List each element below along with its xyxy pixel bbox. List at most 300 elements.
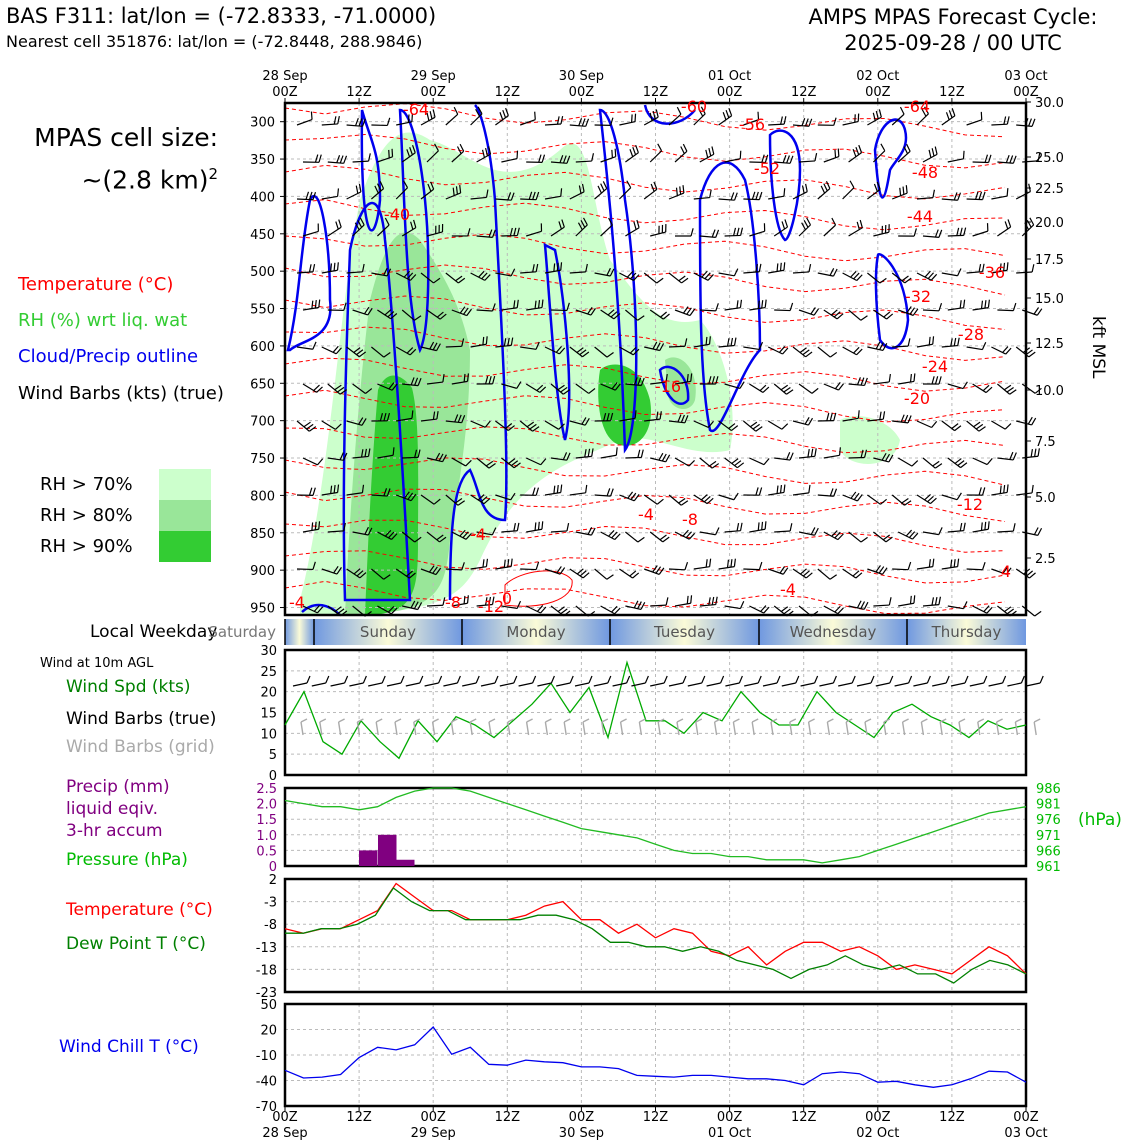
temp-contour-label: -40 (383, 205, 411, 224)
wind-barb (973, 231, 988, 236)
wind-barb-feather (954, 192, 957, 200)
wind-barb-feather (517, 523, 519, 531)
wind-barb-feather (952, 108, 955, 116)
cs-ytick-label: 800 (250, 489, 275, 505)
wind-barb-feather (830, 575, 837, 580)
wind-barb-feather (468, 373, 469, 381)
wind-barb-feather (709, 461, 716, 466)
wind-barb-feather (786, 390, 793, 395)
wind-barb-feather (588, 527, 592, 534)
wind-barb-feather (833, 269, 837, 276)
grid-wind-barb-feather (1015, 719, 1021, 722)
sfc-wind-barb-feather (495, 676, 498, 683)
wind-barb-feather (861, 537, 868, 542)
wind-barb-feather (737, 523, 738, 531)
wind-barb-feather (338, 116, 340, 124)
top-time-label: 00Z (1013, 85, 1039, 100)
wind-barb-feather (981, 522, 982, 530)
temp-contour-label: -56 (738, 115, 766, 134)
wind-barb-feather (716, 597, 717, 605)
sfc-wind-barb (744, 683, 758, 686)
wind-barb-feather (690, 309, 695, 315)
wind-barb-feather (764, 459, 769, 465)
chill-ytick-label: -70 (255, 1100, 277, 1115)
wind-barb (625, 532, 637, 542)
wind-barb (520, 120, 535, 125)
wind-barb-feather (557, 485, 558, 493)
grid-wind-barb-feather (395, 719, 401, 722)
wind-barb (892, 569, 908, 570)
wind-barb-feather (830, 488, 833, 496)
wind-barb-feather (765, 300, 766, 308)
precip-ytick-label: 0 (268, 860, 277, 875)
wind-barb (303, 384, 317, 392)
wind-barb-feather (514, 523, 516, 531)
wind-barb (973, 606, 987, 613)
cs-ytick-label: 750 (250, 452, 275, 468)
wind-barb-feather (834, 118, 836, 126)
wind-barb (749, 529, 765, 532)
wind-barb (601, 606, 615, 614)
wind-barb-feather (533, 488, 535, 496)
wind-barb-feather (1007, 262, 1008, 270)
wind-barb-feather (784, 116, 786, 124)
wind-barb-feather (864, 602, 868, 609)
wind-barb-feather (939, 527, 942, 534)
wind-barb-feather (939, 303, 942, 311)
wind-barb (328, 162, 344, 163)
kft-msl-label: kft MSL (1088, 316, 1108, 379)
wind-barb-feather (838, 149, 839, 157)
wind-barb-feather (660, 312, 666, 317)
pressure-ytick-label: 976 (1036, 813, 1061, 829)
wind-barb (625, 457, 641, 458)
wind-barb (917, 567, 933, 569)
wind-barb (774, 310, 790, 311)
wind-barb (948, 531, 964, 532)
wind-barb (1022, 384, 1035, 393)
grid-wind-barb-feather (376, 719, 382, 722)
precip-ytick-label: 2.0 (256, 797, 277, 813)
cs-ytick-label: 850 (250, 526, 275, 542)
wind-barb (793, 272, 809, 273)
wind-barb-feather (554, 486, 555, 494)
wind-barb-feather (790, 453, 793, 460)
temp-contour-label: -8 (682, 510, 698, 529)
wind-barb-feather (616, 447, 617, 455)
temp-contour-label: -4 (638, 505, 654, 524)
wind-barb-feather (857, 495, 862, 501)
wind-barb-feather (638, 537, 644, 542)
wind-barb-feather (706, 337, 707, 345)
wind-barb-feather (483, 559, 484, 567)
top-time-label: 12Z (346, 85, 372, 100)
wind-barb (595, 495, 611, 496)
precip-ytick-label: 0.5 (256, 844, 277, 860)
wind-ytick-label: 5 (268, 748, 277, 764)
wind-barb-feather (815, 448, 816, 456)
grid-wind-barb-feather (1034, 719, 1040, 722)
top-date-label: 29 Sep (410, 69, 456, 84)
wind-barb-feather (1037, 309, 1042, 316)
wind-barb-feather (737, 300, 738, 308)
wind-barb-feather (687, 374, 688, 382)
grid-wind-barb (696, 722, 698, 735)
wind-barb-feather (946, 112, 949, 120)
wind-barb-feather (908, 338, 910, 346)
wind-barb-feather (683, 185, 684, 193)
wind-barb-feather (309, 488, 311, 496)
wind-barb (427, 605, 443, 606)
top-time-label: 00Z (568, 85, 595, 100)
wind-barb-feather (615, 149, 616, 157)
grid-wind-barb-feather (583, 719, 589, 722)
wind-barb-feather (504, 560, 505, 568)
grid-wind-barb (564, 722, 566, 735)
bottom-time-label: 12Z (346, 1110, 372, 1125)
sfc-wind-barb (406, 683, 420, 686)
wind-barb-feather (881, 144, 885, 151)
temp-contour-label: -48 (911, 163, 939, 182)
wind-barb-feather (319, 155, 321, 163)
wind-barb (601, 532, 615, 540)
wind-barb-feather (859, 145, 862, 152)
wind-barb-feather (657, 499, 663, 504)
wind-barb-feather (750, 422, 757, 427)
wind-barb (768, 124, 784, 125)
wind-barb-feather (333, 346, 338, 352)
wind-barb-feather (313, 264, 315, 272)
top-time-label: 12Z (642, 85, 669, 100)
wind-barb-feather (1029, 573, 1035, 578)
sfc-wind-barb-feather (401, 676, 404, 683)
wind-barb-feather (557, 116, 559, 124)
bottom-date-label: 02 Oct (856, 1126, 900, 1140)
wind-barb-feather (854, 493, 859, 499)
kft-tick-label: 30.0 (1035, 96, 1064, 111)
wind-barb-feather (631, 493, 636, 499)
wind-barb-feather (1028, 417, 1032, 424)
temp-contour-label: -60 (680, 97, 708, 116)
wind-barb-feather (734, 493, 738, 500)
wind-barb-feather (777, 486, 778, 494)
wind-barb-feather (914, 373, 915, 381)
wind-barb-feather (908, 416, 911, 423)
wind-barb-feather (542, 521, 543, 529)
wind-barb-feather (1004, 385, 1011, 390)
wind-barb-feather (756, 427, 763, 432)
wind-barb-feather (1029, 352, 1035, 357)
grid-wind-barb-feather (489, 719, 495, 722)
sfc-wind-barb (782, 683, 796, 686)
sfc-wind-barb-feather (833, 676, 836, 683)
wind-barb (849, 384, 865, 385)
sfc-wind-barb (1007, 683, 1021, 686)
grid-wind-barb (903, 722, 905, 735)
precip-label-1: Precip (mm) (66, 777, 170, 797)
wind-barb-feather (1032, 119, 1035, 127)
cs-ytick-label: 550 (250, 302, 275, 318)
wind-barb-feather (1029, 119, 1032, 127)
wind-barb-feather (577, 569, 583, 574)
sfc-wind-barb (725, 683, 739, 686)
wind-barb (973, 458, 988, 465)
wind-barb (942, 273, 958, 276)
wind-barb (768, 196, 784, 199)
sfc-wind-barb-feather (326, 676, 329, 683)
wind-barb (997, 310, 1013, 311)
wind-barb-feather (815, 528, 819, 535)
wind-barb-feather (317, 459, 322, 465)
grid-wind-barb-feather (752, 719, 758, 722)
wind-ytick-label: 10 (260, 727, 277, 743)
wind-barb (873, 532, 886, 542)
wind-barb (601, 455, 617, 458)
wind-barb (948, 235, 964, 236)
wind-barb (917, 421, 932, 428)
sfc-wind-barb (857, 683, 871, 686)
wind-barb-feather (633, 147, 636, 155)
wind-barb (973, 308, 989, 310)
wind-barb-feather (860, 220, 862, 228)
wind-barb-feather (903, 187, 904, 195)
precip-bar (396, 860, 415, 866)
sfc-wind-barb (688, 683, 702, 686)
bottom-time-label: 00Z (272, 1110, 298, 1125)
wind-barb (669, 495, 681, 505)
wind-barb (967, 569, 983, 570)
wind-barb-feather (336, 222, 338, 230)
top-time-label: 00Z (716, 85, 743, 100)
wind-barb (818, 189, 830, 199)
weekday-name: Sunday (359, 623, 417, 641)
wind-barb-feather (782, 221, 785, 229)
kft-tick-label: 15.0 (1035, 292, 1064, 307)
wind-barb (991, 492, 1007, 495)
bottom-date-label: 29 Sep (410, 1126, 456, 1140)
sfc-wind-barb-feather (664, 676, 667, 683)
kft-tick-label: 12.5 (1035, 337, 1064, 352)
sfc-wind-barb (970, 683, 984, 686)
wind-barb (725, 308, 741, 310)
temp-ytick-label: 2 (268, 873, 277, 888)
wind-barb-feather (832, 218, 836, 225)
sfc-wind-barb-feather (457, 676, 460, 683)
wind-barb (923, 310, 939, 311)
kft-tick-label: 25.0 (1035, 151, 1064, 166)
weekday-label: Local Weekday (90, 622, 218, 642)
wind-barb-feather (1029, 184, 1031, 192)
wind-barb-feather (1013, 303, 1015, 311)
wind-barb-feather (1008, 219, 1011, 227)
pressure-ytick-label: 966 (1036, 844, 1061, 860)
wind-barb-feather (312, 301, 313, 309)
wind10m-label: Wind at 10m AGL (40, 656, 154, 671)
bottom-time-label: 00Z (420, 1110, 446, 1125)
wind-barb (849, 228, 863, 236)
wind-barb-feather (824, 184, 827, 191)
wind-barb (749, 231, 764, 236)
wind-barb (997, 531, 1013, 532)
sfc-wind-barb-feather (1003, 676, 1006, 683)
wind-barb-feather (627, 181, 631, 188)
sfc-wind-barb-feather (721, 676, 724, 683)
temp-contour-label: -64 (402, 100, 430, 119)
wind-barb-feather (781, 385, 788, 390)
wind-barb (843, 347, 857, 355)
weekday-name: Tuesday (653, 623, 716, 641)
sfc-wind-barb-feather (815, 676, 818, 683)
station-title: BAS F311: lat/lon = (-72.8333, -71.0000) (6, 4, 437, 28)
wind-barb-feather (740, 151, 741, 159)
wind-barb (948, 308, 964, 310)
temp-contour-label: 0 (501, 589, 513, 608)
wind-barb (700, 236, 716, 237)
sfc-wind-barb (707, 683, 721, 686)
wind-barb-feather (756, 487, 758, 495)
sfc-wind-barb-feather (570, 676, 573, 683)
wind-barb-feather (731, 338, 732, 346)
bottom-date-label: 28 Sep (262, 1126, 308, 1140)
wind-barb-feather (710, 190, 711, 198)
wind-barb-feather (974, 422, 981, 427)
grid-wind-barb-feather (339, 719, 345, 722)
wind-barb-feather (561, 609, 567, 614)
kft-tick-label: 22.5 (1035, 182, 1064, 197)
temp-contour-label: -4 (780, 580, 796, 599)
wind-barb (892, 273, 905, 283)
wind-barb-feather (723, 112, 726, 120)
wind-barb-feather (740, 300, 741, 308)
wind-barb (967, 347, 983, 350)
wind-barb-feather (315, 300, 316, 308)
wind-barb (601, 157, 616, 162)
wind-barb-feather (727, 560, 728, 568)
sfc-wind-barb (556, 683, 570, 686)
wind-barb-feather (889, 374, 890, 382)
wind-barb (520, 199, 536, 200)
wind-barb-feather (312, 522, 313, 530)
wind-barb-feather (759, 264, 761, 272)
wind-barb-feather (334, 116, 336, 124)
wind-barb-feather (850, 181, 854, 188)
wind-barb-feather (683, 144, 687, 151)
sfc-wind-barb (951, 683, 965, 686)
sfc-wind-barb-feather (420, 676, 423, 683)
temp-contour-label: -4 (289, 593, 305, 612)
top-time-label: 00Z (420, 85, 446, 100)
bottom-date-label: 01 Oct (708, 1126, 752, 1140)
grid-wind-barb (414, 722, 416, 735)
cloud-outline-12 (876, 254, 908, 348)
wind-barb-feather (1010, 390, 1017, 395)
wind-barb-feather (884, 312, 890, 317)
grid-wind-barb (1034, 722, 1036, 735)
wind-barb (967, 120, 982, 125)
wind-barb-feather (412, 410, 413, 418)
temp-contour-label: 4 (1000, 562, 1012, 581)
wind-barb-feather (954, 559, 955, 567)
wind-barb-feather (712, 146, 714, 154)
wind-barb (768, 421, 782, 429)
wind-barb (1016, 272, 1032, 273)
wind-barb (799, 456, 815, 458)
wind-barb (743, 569, 759, 570)
cloud-outline-10 (770, 131, 800, 240)
wind-barb-feather (954, 338, 955, 346)
temp-contour-label: -32 (904, 287, 932, 306)
wind-barb-feather (500, 112, 503, 120)
cs-ytick-label: 400 (250, 190, 275, 206)
wind-barb (818, 347, 830, 357)
grid-wind-barb (997, 722, 999, 735)
wind-barb-feather (759, 488, 761, 496)
wind-barb (749, 308, 765, 310)
wind-barb (843, 188, 854, 199)
wind-barb (650, 605, 666, 606)
wind-barb-feather (811, 449, 812, 457)
wind-barb-feather (784, 262, 785, 270)
precip-bar (378, 835, 397, 866)
grid-wind-barb (301, 722, 303, 735)
wind-barb-feather (906, 185, 907, 193)
barbs-grid-label: Wind Barbs (grid) (66, 737, 215, 757)
wind-barb (719, 199, 735, 200)
wind-barb-feather (1034, 308, 1039, 315)
grid-wind-barb-feather (733, 719, 739, 722)
wind-barb-feather (958, 559, 959, 567)
legend-rh70: RH > 70% (40, 474, 133, 495)
wind-barb-feather (806, 184, 808, 192)
wind-barb-feather (955, 426, 961, 431)
wind-barb-feather (710, 559, 711, 567)
legend-rh90: RH > 90% (40, 536, 133, 557)
windchill-label: Wind Chill T (°C) (59, 1037, 199, 1057)
wind-barb-feather (430, 111, 432, 119)
wind-barb-feather (315, 522, 316, 530)
sfc-wind-barb-feather (514, 676, 517, 683)
legend-rh80: RH > 80% (40, 505, 133, 526)
wind-barb-feather (685, 562, 688, 570)
wind-barb (700, 458, 712, 468)
sfc-wind-barb-feather (608, 676, 611, 683)
wind-barb-feather (880, 412, 881, 420)
wind-barb-feather (583, 573, 589, 578)
weekday-name: Thursday (931, 623, 1002, 641)
wind-barb-feather (979, 427, 986, 432)
temp-contour-label: -24 (921, 357, 949, 376)
wind-barb-feather (900, 188, 901, 196)
wind-barb (873, 310, 886, 319)
wind-barb-feather (985, 522, 986, 530)
sfc-wind-barb-feather (533, 676, 536, 683)
wind-barb-feather (808, 449, 809, 457)
wind-barb-feather (762, 522, 763, 530)
wind-barb-feather (313, 488, 315, 496)
cycle-line1: AMPS MPAS Forecast Cycle: (808, 5, 1098, 29)
temp-ytick-label: -18 (255, 963, 277, 979)
wind-barb-feather (905, 278, 911, 283)
wind-barb-feather (911, 374, 912, 382)
wind-barb (917, 198, 933, 199)
sfc-wind-barb (481, 683, 495, 686)
wind-barb-feather (955, 459, 961, 464)
wind-barb-feather (806, 352, 812, 357)
wind-barb (898, 458, 912, 466)
wind-barb-feather (932, 597, 933, 605)
wind-barb-feather (882, 568, 887, 575)
top-date-label: 28 Sep (262, 69, 308, 84)
